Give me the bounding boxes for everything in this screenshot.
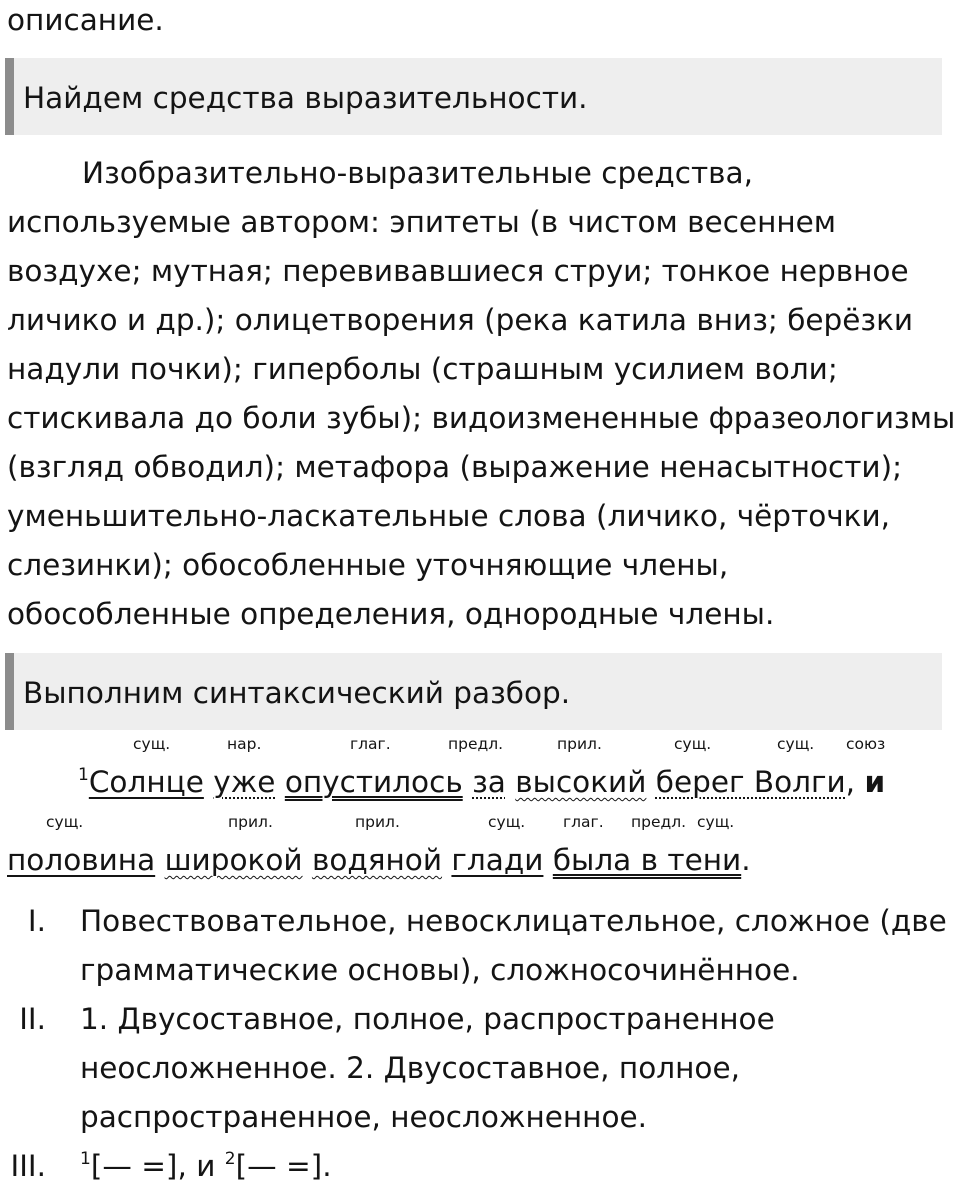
list-item-text: 1. Двусоставное, полное, распространенное bbox=[80, 1002, 775, 1036]
sentence-line-1 bbox=[78, 764, 885, 805]
attribute-word: водяной bbox=[311, 843, 443, 877]
pos-label: нар. bbox=[227, 735, 262, 753]
paragraph-line: Изобразительно-выразительные средства, bbox=[7, 156, 753, 190]
paragraph-line: личико и др.); олицетворения (река катила вниз; берёзки bbox=[7, 303, 914, 337]
pos-label: предл. bbox=[448, 735, 504, 753]
pos-label: сущ. bbox=[674, 735, 712, 753]
analysis-list bbox=[0, 903, 960, 1197]
scheme-part: [— =], и bbox=[90, 1149, 225, 1183]
list-item bbox=[0, 903, 960, 1001]
list-item-text: неосложненное. 2. Двусоставное, полное, bbox=[80, 1051, 740, 1085]
list-item-text: распространенное, неосложненное. bbox=[80, 1100, 648, 1134]
pos-label: глаг. bbox=[563, 813, 604, 831]
predicate-word: опустилось bbox=[284, 765, 463, 799]
sentence-line-2 bbox=[7, 842, 751, 878]
clause-number: 1 bbox=[78, 765, 89, 785]
paragraph-line: воздухе; мутная; перевивавшиеся струи; тонкое нервное bbox=[7, 254, 909, 288]
list-item bbox=[0, 1148, 960, 1197]
pos-label: сущ. bbox=[697, 813, 735, 831]
clause-number: 1 bbox=[80, 1149, 91, 1169]
paragraph-line: используемые автором: эпитеты (в чистом весеннем bbox=[7, 205, 837, 239]
pos-label: предл. bbox=[631, 813, 687, 831]
list-item-text: грамматические основы), сложносочинённое. bbox=[80, 953, 800, 987]
subject-word: половина bbox=[7, 843, 156, 877]
pos-label: сущ. bbox=[46, 813, 84, 831]
section-heading-syntax bbox=[5, 653, 942, 730]
pos-label: глаг. bbox=[350, 735, 391, 753]
section-heading-expressive-means bbox=[5, 58, 942, 135]
sentence-scheme bbox=[80, 1148, 950, 1197]
paragraph-line: уменьшительно-ласкательные слова (личико, чёрточки, bbox=[7, 499, 891, 533]
pos-label: прил. bbox=[355, 813, 400, 831]
list-item-number: I. bbox=[27, 904, 46, 938]
pos-label: сущ. bbox=[133, 735, 171, 753]
conjunction: и bbox=[864, 765, 886, 799]
expressive-means-paragraph bbox=[7, 155, 957, 645]
pos-label: сущ. bbox=[488, 813, 526, 831]
paragraph-line: надули почки); гиперболы (страшным усилием воли; bbox=[7, 352, 838, 386]
list-item-number: III. bbox=[10, 1149, 46, 1183]
scheme-part: [— =]. bbox=[235, 1149, 332, 1183]
paragraph-line: стискивала до боли зубы); видоизмененные фразеологизмы bbox=[7, 401, 956, 435]
comma: , bbox=[845, 765, 856, 799]
attribute-word: широкой bbox=[164, 843, 303, 877]
pos-label: союз bbox=[846, 735, 886, 753]
paragraph-line: слезинки); обособленные уточняющие члены, bbox=[7, 548, 729, 582]
pos-label: сущ. bbox=[777, 735, 815, 753]
adverbial-phrase: берег Волги bbox=[655, 765, 846, 799]
list-item-number: II. bbox=[19, 1002, 46, 1036]
heading-text: Найдем средства выразительности. bbox=[23, 81, 588, 115]
pos-label: прил. bbox=[228, 813, 273, 831]
adverbial-word: уже bbox=[213, 765, 276, 799]
predicate-phrase: была в тени bbox=[552, 843, 742, 877]
attribute-word: высокий bbox=[515, 765, 647, 799]
list-item bbox=[0, 1001, 960, 1148]
preposition-word: за bbox=[472, 765, 506, 799]
pos-label: прил. bbox=[557, 735, 602, 753]
intro-text: описание. bbox=[7, 3, 164, 37]
object-word: глади bbox=[451, 843, 544, 877]
paragraph-line: обособленные определения, однородные члены. bbox=[7, 597, 775, 631]
paragraph-line: (взгляд обводил); метафора (выражение ненасытности); bbox=[7, 450, 903, 484]
subject-word: Солнце bbox=[88, 765, 204, 799]
period: . bbox=[741, 843, 751, 877]
heading-text: Выполним синтаксический разбор. bbox=[23, 676, 571, 710]
clause-number: 2 bbox=[224, 1149, 236, 1169]
list-item-text: Повествовательное, невосклицательное, сложное (две bbox=[80, 904, 947, 938]
